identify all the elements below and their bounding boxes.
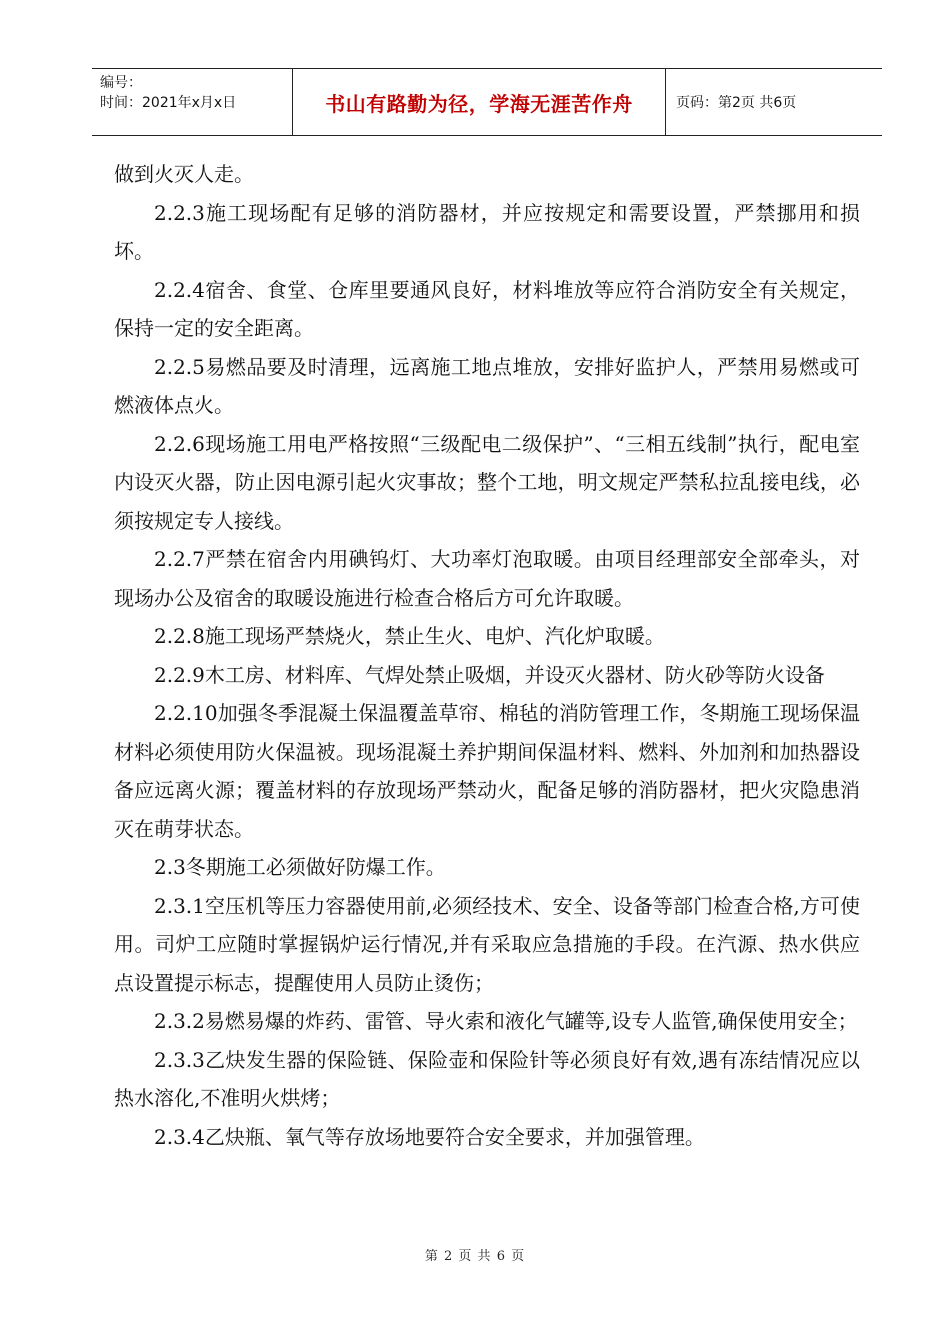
header-meta [92, 69, 293, 135]
paragraph: 2.3.4乙炔瓶、氧气等存放场地要符合安全要求，并加强管理。 [154, 1124, 705, 1149]
paragraph: 2.2.9木工房、材料库、气焊处禁止吸烟，并设灭火器材、防火砂等防火设备 [154, 662, 825, 687]
paragraph: 2.2.6现场施工用电严格按照“三级配电二级保护”、“三相五线制”执行，配电室内设灭火器，防止因电源引起火灾事故；整个工地，明文规定严禁私拉乱接电线，必须按规定专人接线。 [114, 431, 860, 533]
paragraph: 2.3.2易燃易爆的炸药、雷管、导火索和液化气罐等,设专人监管,确保使用安全； [154, 1009, 858, 1033]
time-label: 时间：2021年x月x日 [100, 95, 237, 111]
paragraph: 做到火灭人走。 [114, 162, 254, 186]
paragraph: 2.2.5易燃品要及时清理，远离施工地点堆放，安排好监护人，严禁用易燃或可燃液体点火。 [114, 354, 860, 417]
page-header [92, 68, 882, 136]
paragraph: 2.2.3施工现场配有足够的消防器材，并应按规定和需要设置，严禁挪用和损坏。 [114, 200, 860, 263]
paragraph: 2.2.7严禁在宿舍内用碘钨灯、大功率灯泡取暖。由项目经理部安全部牵头，对现场办公及宿舍的取暖设施进行检查合格后方可允许取暖。 [114, 547, 860, 610]
header-page-label: 页码：第2页 共6页 [676, 95, 797, 111]
paragraph: 2.3.1空压机等压力容器使用前,必须经技术、安全、设备等部门检查合格,方可使用。司炉工应随时掌握锅炉运行情况,并有采取应急措施的手段。在汽源、热水供应点设置提示标志，提醒使用人员防止烫伤； [114, 893, 860, 995]
paragraph: 2.3冬期施工必须做好防爆工作。 [154, 855, 446, 879]
code-label: 编号： [100, 75, 142, 91]
paragraph: 2.3.3乙炔发生器的保险链、保险壶和保险针等必须良好有效,遇有冻结情况应以热水溶化,不准明火烘烤； [114, 1047, 860, 1110]
paragraph: 2.2.4宿舍、食堂、仓库里要通风良好，材料堆放等应符合消防安全有关规定，保持一定的安全距离。 [114, 277, 860, 340]
paragraph: 2.2.10加强冬季混凝土保温覆盖草帘、棉毡的消防管理工作，冬期施工现场保温材料必须使用防火保温被。现场混凝土养护期间保温材料、燃料、外加剂和加热器设备应远离火源；覆盖材料的存放现场严禁动火，配备足够的消防器材，把火灾隐患消灭在萌芽状态。 [114, 701, 860, 841]
paragraph: 2.2.8施工现场严禁烧火，禁止生火、电炉、汽化炉取暖。 [154, 624, 665, 648]
page-footer: 第 2 页 共 6 页 [424, 1249, 526, 1264]
document-body [114, 155, 860, 1156]
header-motto: 书山有路勤为径，学海无涯苦作舟 [293, 69, 666, 135]
